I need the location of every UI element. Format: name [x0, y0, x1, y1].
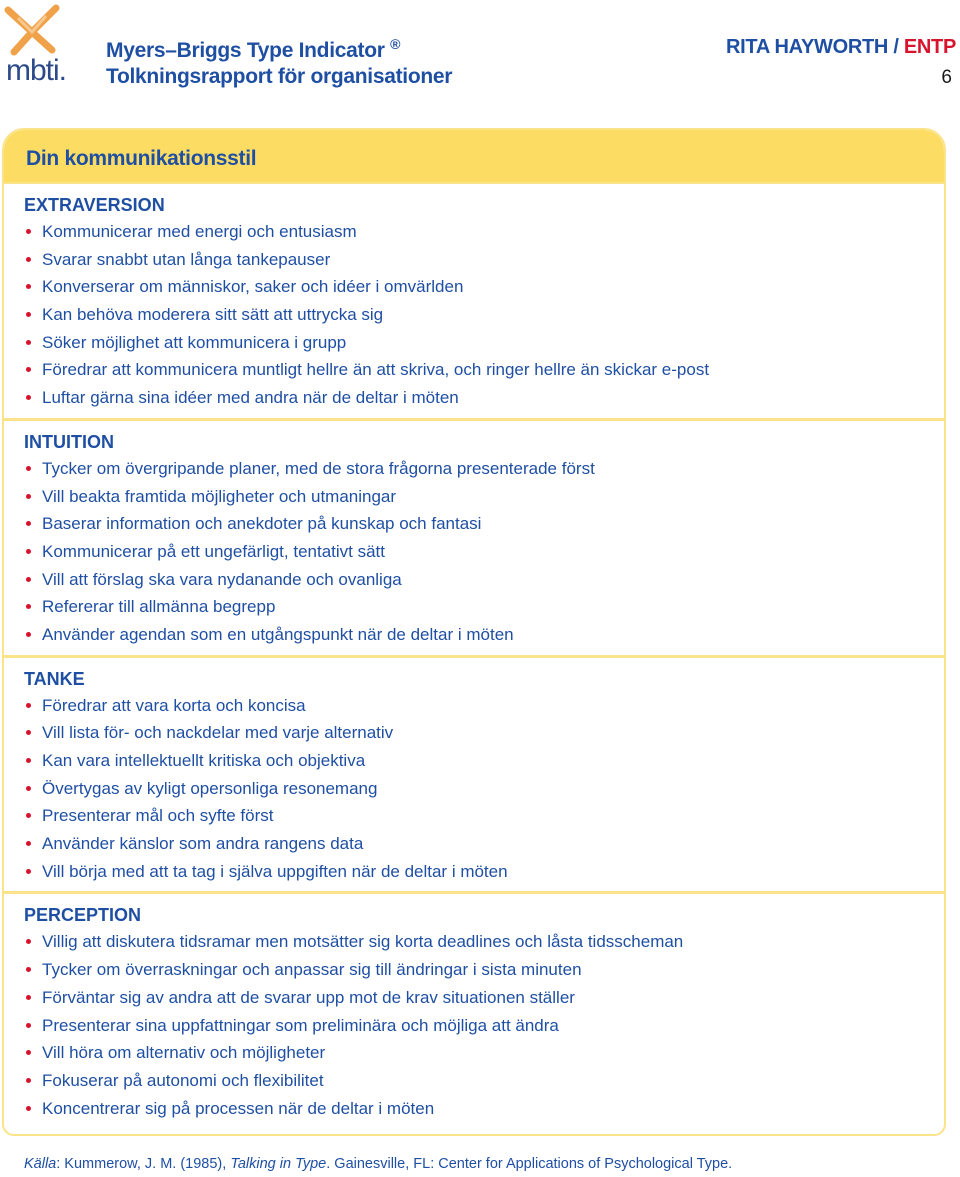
person-separator: /	[893, 36, 899, 58]
list-item-text: Presenterar mål och syfte först	[42, 806, 274, 826]
list-item	[24, 593, 944, 621]
bullet-icon	[26, 869, 31, 874]
list-item	[24, 984, 944, 1012]
bullet-icon	[26, 995, 31, 1000]
list-item-text: Svarar snabbt utan långa tankepauser	[42, 249, 331, 269]
list-item	[24, 483, 944, 511]
list-item-text: Vill höra om alternativ och möjligheter	[42, 1043, 326, 1063]
bullet-icon	[26, 284, 31, 289]
section-title: TANKE	[24, 668, 85, 689]
list-item-text: Refererar till allmänna begrepp	[42, 597, 276, 617]
person-type: ENTP	[903, 36, 956, 58]
list-item-text: Fokuserar på autonomi och flexibilitet	[42, 1070, 324, 1090]
section-title: PERCEPTION	[24, 905, 142, 926]
person-heading	[726, 36, 956, 59]
bullet-icon	[26, 395, 31, 400]
list-item-text: Kommunicerar på ett ungefärligt, tentativt sätt	[42, 541, 386, 561]
list-item	[24, 384, 944, 412]
bullet-icon	[26, 1050, 31, 1055]
page-number: 6	[941, 67, 952, 88]
bullet-icon	[26, 730, 31, 735]
bullet-icon	[26, 367, 31, 372]
sections-container	[4, 184, 944, 1122]
bullet-icon	[26, 521, 31, 526]
list-item-text: Kommunicerar med energi och entusiasm	[42, 222, 357, 241]
list-item	[24, 1067, 944, 1095]
list-item-text: Vill att förslag ska vara nydanande och ovanliga	[42, 569, 402, 589]
list-item	[24, 301, 944, 329]
bullet-list	[24, 455, 944, 649]
list-item-text: Kan vara intellektuellt kritiska och objektiva	[42, 751, 366, 770]
source-rest: . Gainesville, FL: Center for Applications of Psychological Type.	[326, 1156, 733, 1172]
list-item	[24, 719, 944, 747]
list-item-text: Presenterar sina uppfattningar som preliminära och möjliga att ändra	[42, 1015, 559, 1035]
list-item-text: Övertygas av kyligt opersonliga resonemang	[42, 778, 378, 798]
registered-mark: ®	[390, 36, 401, 52]
list-item-text: Vill lista för- och nackdelar med varje alternativ	[42, 723, 394, 743]
mbti-logo-icon	[2, 2, 66, 58]
bullet-icon	[26, 494, 31, 499]
bullet-icon	[26, 312, 31, 317]
section-perception	[4, 891, 944, 1122]
section-title: EXTRAVERSION	[24, 195, 165, 215]
list-item-text: Förväntar sig av andra att de svarar upp mot de krav situationen ställer	[42, 987, 575, 1007]
section-tanke	[4, 655, 944, 892]
list-item	[24, 858, 944, 886]
source-title: Talking in Type	[230, 1156, 327, 1172]
person-name: RITA HAYWORTH	[726, 36, 889, 58]
list-item-text: Konverserar om människor, saker och idéer i omvärlden	[42, 277, 464, 297]
list-item	[24, 356, 944, 384]
list-item-text: Luftar gärna sina idéer med andra när de deltar i möten	[42, 388, 459, 408]
list-item	[24, 692, 944, 720]
list-item	[24, 510, 944, 538]
list-item-text: Vill börja med att ta tag i själva uppgiften när de deltar i möten	[42, 861, 508, 881]
list-item-text: Koncentrerar sig på processen när de deltar i möten	[42, 1098, 435, 1118]
section-extraversion	[4, 184, 944, 418]
list-item	[24, 956, 944, 984]
bullet-icon	[26, 632, 31, 637]
list-item	[24, 1039, 944, 1067]
list-item	[24, 1012, 944, 1040]
list-item-text: Tycker om överraskningar och anpassar sig till ändringar i sista minuten	[42, 960, 582, 980]
document-title-text: Myers–Briggs Type Indicator	[106, 39, 385, 62]
logo-wordmark: mbti.	[6, 54, 67, 87]
list-item	[24, 538, 944, 566]
source-label: Källa	[24, 1156, 57, 1172]
source-authors: Kummerow, J. M. (1985),	[60, 1156, 231, 1172]
box-header	[4, 130, 944, 184]
bullet-icon	[26, 257, 31, 262]
list-item	[24, 928, 944, 956]
page-header	[0, 0, 960, 110]
list-item	[24, 1095, 944, 1123]
list-item	[24, 246, 944, 274]
bullet-icon	[26, 466, 31, 471]
list-item	[24, 273, 944, 301]
list-item	[24, 621, 944, 649]
bullet-icon	[26, 549, 31, 554]
bullet-icon	[26, 1078, 31, 1083]
communication-style-box	[2, 128, 946, 1136]
section-intuition	[4, 418, 944, 655]
bullet-icon	[26, 841, 31, 846]
mbti-logo	[2, 2, 66, 88]
list-item-text: Baserar information och anekdoter på kunskap och fantasi	[42, 514, 482, 534]
source-citation	[24, 1156, 732, 1172]
source-separator: :	[56, 1156, 61, 1172]
bullet-icon	[26, 703, 31, 708]
bullet-icon	[26, 1106, 31, 1111]
list-item-text: Vill beakta framtida möjligheter och utmaningar	[42, 486, 397, 506]
list-item-text: Villig att diskutera tidsramar men motsätter sig korta deadlines och låsta tidsscheman	[42, 932, 684, 952]
list-item-text: Tycker om övergripande planer, med de stora frågorna presenterade först	[42, 458, 595, 478]
list-item-text: Föredrar att kommunicera muntligt hellre än att skriva, och ringer hellre än skickar e-post	[42, 360, 710, 380]
list-item	[24, 747, 944, 775]
bullet-icon	[26, 1023, 31, 1028]
bullet-icon	[26, 340, 31, 345]
list-item-text: Använder känslor som andra rangens data	[42, 834, 364, 854]
bullet-icon	[26, 786, 31, 791]
list-item-text: Kan behöva moderera sitt sätt att uttrycka sig	[42, 305, 384, 325]
bullet-icon	[26, 813, 31, 818]
list-item-text: Föredrar att vara korta och koncisa	[42, 695, 306, 715]
box-title: Din kommunikationsstil	[26, 147, 257, 170]
bullet-icon	[26, 967, 31, 972]
document-title	[106, 36, 400, 63]
document-subtitle: Tolkningsrapport för organisationer	[106, 65, 453, 88]
list-item	[24, 218, 944, 246]
list-item-text: Använder agendan som en utgångspunkt när de deltar i möten	[42, 624, 514, 644]
list-item	[24, 329, 944, 357]
list-item	[24, 775, 944, 803]
list-item-text: Söker möjlighet att kommunicera i grupp	[42, 332, 347, 352]
bullet-icon	[26, 604, 31, 609]
bullet-icon	[26, 229, 31, 234]
section-title: INTUITION	[24, 431, 114, 452]
list-item	[24, 830, 944, 858]
bullet-icon	[26, 939, 31, 944]
list-item	[24, 455, 944, 483]
list-item	[24, 566, 944, 594]
bullet-list	[24, 218, 944, 412]
bullet-list	[24, 692, 944, 886]
bullet-icon	[26, 758, 31, 763]
bullet-icon	[26, 577, 31, 582]
bullet-list	[24, 928, 944, 1122]
list-item	[24, 802, 944, 830]
